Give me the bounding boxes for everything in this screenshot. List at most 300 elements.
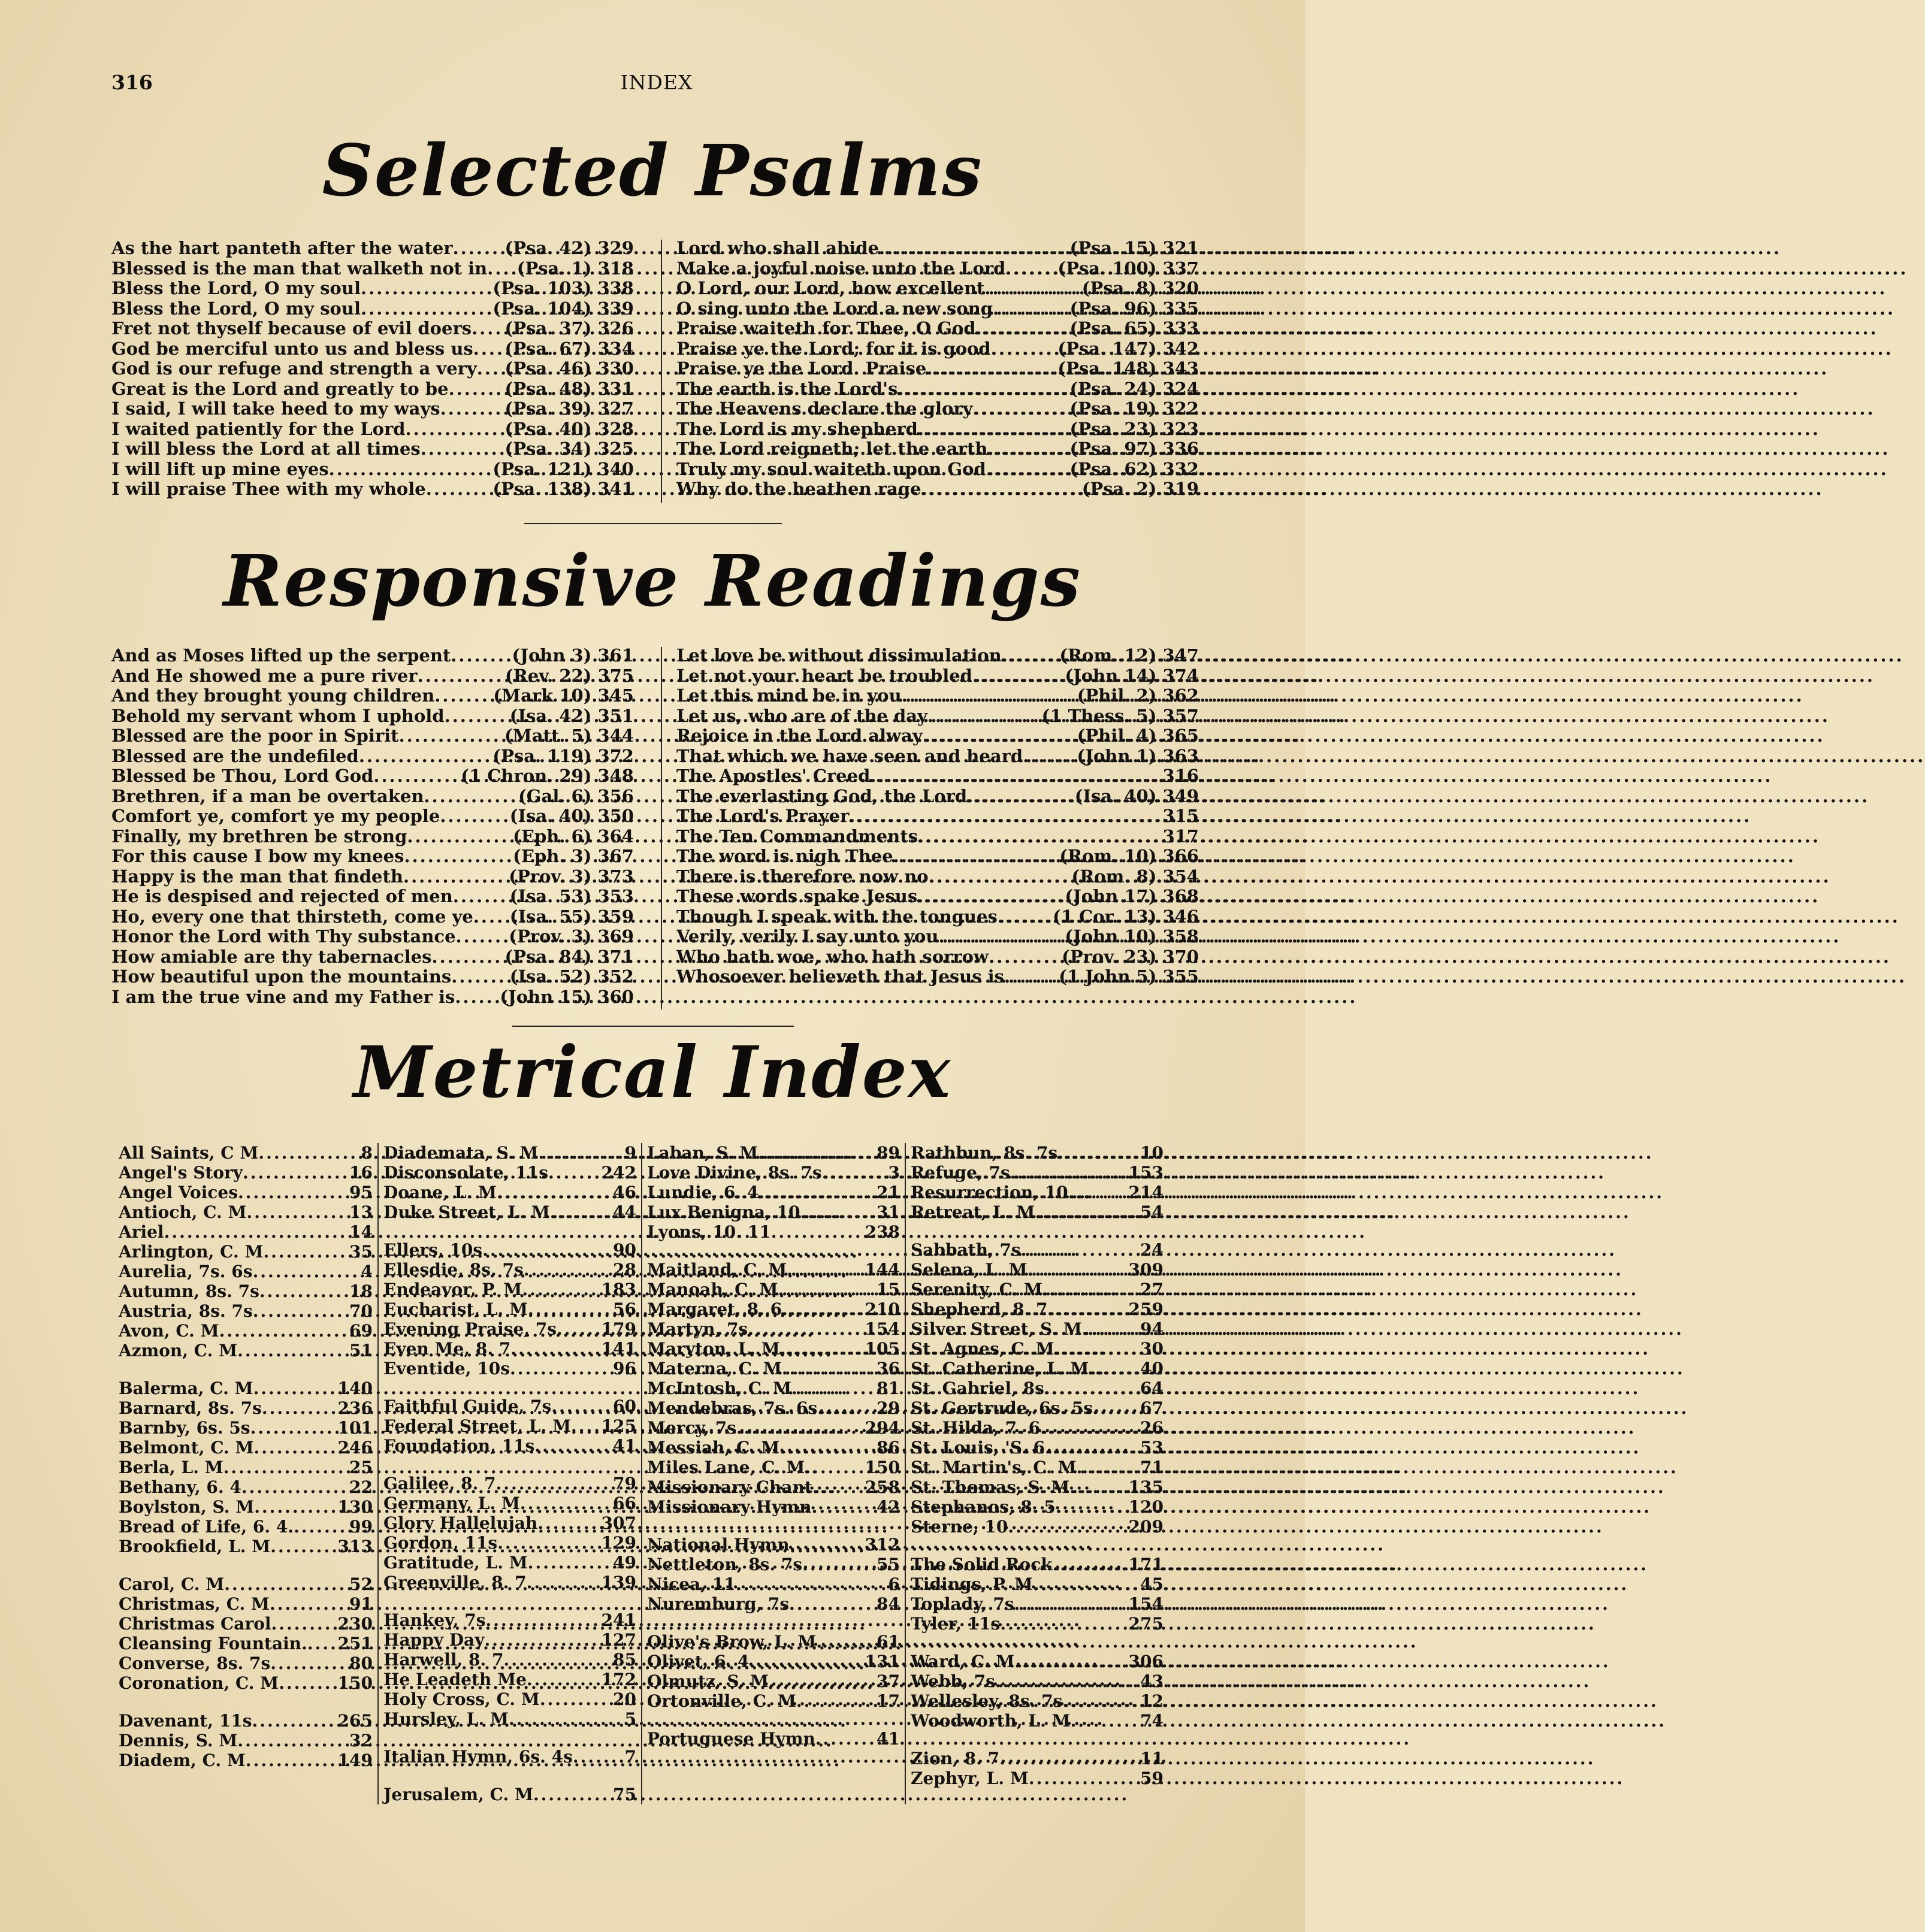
tune-name: Mendebras, 7s. 6s: [647, 1398, 818, 1418]
tune-entry: [383, 1240, 636, 1260]
entry-number: 362: [1162, 685, 1199, 706]
readings-list: [111, 646, 1199, 1007]
entry-title: The Lord reigneth; let the earth: [676, 439, 988, 459]
index-entry: [111, 299, 634, 319]
tune-entry: [383, 1299, 636, 1319]
entry-title: And He showed me a pure river: [111, 665, 418, 686]
dot-leader: [164, 1222, 340, 1242]
entry-reference: (Mark 10): [493, 685, 592, 706]
tune-number: 55: [877, 1555, 900, 1574]
entry-title: Truly my soul waiteth upon God: [676, 458, 986, 479]
tune-name: Angel's Story: [119, 1163, 243, 1183]
dot-leader: [238, 1183, 340, 1202]
tune-name: Holy Cross, C. M: [383, 1689, 540, 1709]
tune-entry: [911, 1299, 1164, 1319]
dot-leader: [432, 947, 501, 967]
dot-leader: [991, 339, 1054, 359]
dot-leader: [307, 1634, 334, 1653]
tune-entry: [647, 1398, 900, 1418]
tune-name: Missionary Chant: [647, 1477, 812, 1497]
entry-number: 357: [1162, 705, 1199, 726]
dot-leader: [453, 887, 506, 907]
entry-number: 320: [1162, 278, 1199, 298]
dot-leader: [1028, 1260, 1125, 1280]
tune-number: 75: [613, 1785, 636, 1804]
tune-number: 46: [613, 1183, 636, 1202]
tune-entry: [911, 1418, 1164, 1438]
entry-title: Praise ye the Lord; for it is good: [676, 338, 991, 359]
tune-name: Converse, 8s. 7s: [119, 1653, 271, 1673]
tune-number: 149: [337, 1750, 373, 1770]
tune-entry: [119, 1673, 373, 1693]
dot-leader: [361, 299, 489, 319]
tune-entry: [647, 1378, 900, 1398]
tune-number: 10: [1140, 1143, 1164, 1163]
tune-number: 18: [349, 1281, 373, 1301]
dot-leader: [426, 479, 489, 500]
entry-number: 374: [1162, 665, 1199, 686]
dot-leader: [779, 1438, 868, 1458]
tune-entry: [911, 1280, 1164, 1299]
entry-title: That which we have seen and heard: [676, 745, 1023, 766]
tune-entry: [119, 1262, 373, 1281]
group-gap: [911, 1537, 1164, 1555]
tune-entry: [911, 1260, 1164, 1280]
tune-name: Messiah, C. M: [647, 1438, 780, 1458]
tune-number: 131: [865, 1652, 900, 1671]
entry-title: I waited patiently for the Lord: [111, 418, 406, 439]
tune-name: Zion, 8. 7: [911, 1749, 1000, 1768]
metrical-index-title: Metrical Index: [353, 1030, 952, 1114]
entry-reference: (Isa. 40): [1074, 785, 1157, 806]
tune-name: Wellesley, 8s. 7s: [911, 1691, 1063, 1711]
dot-leader: [224, 1574, 340, 1594]
group-gap: [383, 1767, 636, 1785]
tune-entry: [647, 1574, 900, 1594]
entry-title: The everlasting God, the Lord: [676, 785, 968, 806]
entry-title: Make a joyful noise unto the Lord: [676, 258, 1006, 279]
tune-name: Aurelia, 7s. 6s: [119, 1262, 253, 1281]
index-entry: [676, 399, 1199, 419]
entry-number: 322: [1162, 398, 1199, 419]
entry-reference: (Psa. 148): [1057, 358, 1157, 379]
dot-leader: [573, 1747, 604, 1767]
entry-reference: (Psa. 104): [492, 298, 592, 319]
group-gap: [647, 1711, 900, 1729]
tune-name: Dennis, S. M: [119, 1731, 238, 1750]
tune-number: 67: [1140, 1398, 1164, 1418]
tune-name: Missionary Hymn: [647, 1497, 812, 1517]
tune-number: 120: [1128, 1497, 1164, 1517]
entry-number: 325: [597, 439, 634, 459]
tune-entry: [911, 1378, 1164, 1398]
tune-entry: [119, 1458, 373, 1477]
tune-entry: [911, 1671, 1164, 1691]
tune-number: 4: [361, 1262, 373, 1281]
dot-leader: [1071, 1711, 1131, 1731]
entry-number: 351: [597, 705, 634, 726]
dot-leader: [254, 1438, 334, 1458]
entry-reference: (Psa. 34): [504, 439, 592, 459]
dot-leader: [748, 1319, 861, 1339]
tune-number: 89: [877, 1143, 900, 1163]
dot-leader: [926, 359, 1054, 379]
tune-number: 37: [877, 1671, 900, 1691]
index-entry: [111, 439, 634, 459]
index-entry: [676, 359, 1199, 379]
tune-entry: [119, 1378, 373, 1398]
index-entry: [111, 967, 634, 987]
tune-entry: [647, 1183, 900, 1202]
tune-name: Eventide, 10s: [383, 1359, 510, 1378]
tune-entry: [383, 1260, 636, 1280]
tune-number: 179: [601, 1319, 636, 1339]
dot-leader: [780, 1339, 862, 1359]
tune-number: 11: [1140, 1749, 1164, 1768]
dot-leader: [510, 1339, 597, 1359]
tune-name: Duke Street, L. M: [383, 1202, 550, 1222]
tune-name: Autumn, 8s. 7s: [119, 1281, 259, 1301]
index-entry: [111, 947, 634, 967]
tune-entry: [647, 1339, 900, 1359]
entry-reference: (1 John 5): [1059, 966, 1157, 987]
tune-entry: [647, 1359, 900, 1378]
tune-number: 49: [613, 1553, 636, 1573]
tune-entry: [911, 1594, 1164, 1614]
tune-name: Avon, C. M: [119, 1321, 219, 1341]
tune-entry: [383, 1280, 636, 1299]
dot-leader: [455, 987, 496, 1008]
index-entry: [676, 967, 1199, 987]
tune-name: Martyn, 7s: [647, 1319, 748, 1339]
tune-name: St. Gabriel, 8s: [911, 1378, 1044, 1398]
entry-title: Blessed be Thou, Lord God: [111, 766, 374, 786]
tune-number: 30: [1140, 1339, 1164, 1359]
index-entry: [111, 238, 634, 259]
metrical-index-list: [114, 1143, 1201, 1804]
tune-entry: [119, 1537, 373, 1556]
entry-title: I will bless the Lord at all times: [111, 439, 421, 459]
dot-leader: [805, 1458, 861, 1477]
entry-title: The Lord's Prayer: [676, 806, 850, 826]
entry-number: 359: [597, 906, 634, 927]
entry-title: Praise ye the Lord. Praise: [676, 358, 927, 379]
tune-entry: [911, 1477, 1164, 1497]
tune-name: Galilee, 8. 7: [383, 1474, 496, 1493]
dot-leader: [472, 319, 501, 339]
tune-name: Evening Praise, 7s: [383, 1319, 557, 1339]
index-entry: [676, 766, 1199, 787]
tune-name: Brookfield, L. M: [119, 1537, 271, 1556]
index-entry: [676, 686, 1199, 706]
entry-reference: (Psa. 100): [1057, 258, 1157, 279]
tune-entry: [911, 1614, 1164, 1634]
tune-name: St. Louis, 'S. 6: [911, 1438, 1045, 1458]
dot-leader: [921, 479, 1078, 500]
tune-number: 61: [877, 1632, 900, 1652]
tune-number: 66: [613, 1493, 636, 1513]
psalms-column-divider: [661, 240, 662, 503]
tune-name: Ariel: [119, 1222, 164, 1242]
dot-leader: [995, 1671, 1131, 1691]
index-entry: [676, 479, 1199, 500]
tune-entry: [647, 1671, 900, 1691]
tune-name: Diademata, S. M: [383, 1143, 539, 1163]
tune-name: Belmont, C. M: [119, 1438, 254, 1458]
entry-reference: (Psa. 39): [504, 398, 592, 419]
tune-number: 42: [877, 1497, 900, 1517]
tune-name: Zephyr, L. M: [911, 1768, 1029, 1788]
psalms-right-column: [676, 238, 1199, 500]
tune-number: 79: [613, 1474, 636, 1493]
psalms-list: [111, 238, 1199, 500]
tune-name: Christmas Carol: [119, 1614, 271, 1634]
tune-name: Maryton, L. M: [647, 1339, 780, 1359]
entry-number: 336: [1162, 439, 1199, 459]
tune-name: Sterne, 10: [911, 1517, 1008, 1537]
dot-leader: [259, 1281, 340, 1301]
tune-number: 53: [1140, 1438, 1164, 1458]
dot-leader: [812, 1477, 862, 1497]
tune-number: 9: [624, 1143, 636, 1163]
entry-title: Blessed is the man that walketh not in: [111, 258, 488, 279]
dot-leader: [449, 379, 501, 400]
dot-leader: [989, 947, 1058, 967]
tune-entry: [911, 1497, 1164, 1517]
dot-leader: [329, 459, 489, 480]
tune-entry: [647, 1555, 900, 1574]
index-entry: [676, 927, 1199, 947]
tune-name: Hankey, 7s: [383, 1610, 486, 1630]
dot-leader: [993, 299, 1066, 319]
entry-title: O sing unto the Lord a new song: [676, 298, 993, 319]
dot-leader: [247, 1202, 340, 1222]
dot-leader: [1014, 1652, 1125, 1671]
entry-reference: (Psa. 46): [504, 358, 592, 379]
entry-reference: (Prov. 3): [509, 926, 592, 947]
entry-number: 342: [1162, 338, 1199, 359]
dot-leader: [528, 1553, 604, 1573]
tune-name: Azmon, C. M: [119, 1341, 238, 1360]
entry-title: Blessed are the undefiled: [111, 745, 359, 766]
dot-leader: [524, 1260, 604, 1280]
entry-number: 353: [597, 886, 634, 906]
dot-leader: [1010, 1163, 1125, 1183]
entry-title: I said, I will take heed to my ways: [111, 398, 440, 419]
tune-name: Resurrection, 10: [911, 1183, 1068, 1202]
tune-entry: [383, 1630, 636, 1650]
entry-title: The earth is the Lord's: [676, 378, 898, 399]
tune-name: Olivet, 6. 4: [647, 1652, 750, 1671]
entry-reference: (1 Cor. 13): [1053, 906, 1157, 927]
tune-name: Diadem, C. M: [119, 1750, 246, 1770]
tune-name: St. Agnes, C. M: [911, 1339, 1054, 1359]
tune-number: 94: [1140, 1319, 1164, 1339]
dot-leader: [938, 927, 1061, 947]
tune-entry: [383, 1573, 636, 1592]
index-entry: [676, 379, 1199, 400]
tune-number: 25: [349, 1458, 373, 1477]
tune-name: Eucharist, L. M: [383, 1299, 528, 1319]
dot-leader: [758, 1143, 868, 1163]
tune-name: Davenant, 11s: [119, 1711, 252, 1731]
index-entry: [111, 827, 634, 847]
tune-number: 29: [877, 1398, 900, 1418]
dot-leader: [522, 1280, 597, 1299]
tune-name: Disconsolate, 11s: [383, 1163, 548, 1183]
entry-number: 358: [1162, 926, 1199, 947]
dot-leader: [817, 1398, 868, 1418]
entry-reference: (Psa. 8): [1081, 278, 1157, 298]
entry-title: Why do the heathen rage: [676, 479, 921, 499]
entry-title: Praise waiteth for Thee, O God: [676, 318, 976, 338]
tune-entry: [383, 1436, 636, 1456]
dot-leader: [451, 646, 508, 666]
entry-title: Though I speak with the tongues: [676, 906, 998, 927]
dot-leader: [1069, 1477, 1125, 1497]
entry-number: 369: [597, 926, 634, 947]
entry-title: For this cause I bow my knees: [111, 846, 404, 866]
dot-leader: [736, 1574, 868, 1594]
tune-number: 101: [337, 1418, 373, 1438]
dot-leader: [1047, 1299, 1125, 1319]
dot-leader: [482, 1240, 604, 1260]
dot-leader: [270, 1537, 334, 1556]
dot-leader: [782, 1359, 868, 1378]
entry-title: He is despised and rejected of men: [111, 886, 453, 906]
tune-number: 150: [865, 1458, 900, 1477]
tune-entry: [119, 1398, 373, 1418]
dot-leader: [986, 459, 1066, 480]
tune-name: Antioch, C. M: [119, 1202, 247, 1222]
entry-reference: (Psa. 24): [1069, 378, 1157, 399]
entry-title: I will praise Thee with my whole: [111, 479, 426, 499]
dot-leader: [976, 319, 1066, 339]
dot-leader: [1068, 1183, 1125, 1202]
dot-leader: [497, 1183, 604, 1202]
tune-entry: [911, 1163, 1164, 1183]
entry-title: Let us, who are of the day: [676, 705, 927, 726]
tune-number: 80: [349, 1653, 373, 1673]
dot-leader: [473, 907, 506, 927]
tune-entry: [911, 1555, 1164, 1574]
dot-leader: [497, 1533, 597, 1553]
tune-entry: [911, 1438, 1164, 1458]
tune-name: Tyler, 11s: [911, 1614, 1001, 1634]
tune-name: Christmas, C. M: [119, 1594, 270, 1614]
entry-number: 364: [597, 826, 634, 846]
entry-title: O Lord, our Lord, how excellent: [676, 278, 985, 298]
tune-number: 15: [877, 1280, 900, 1299]
tune-name: Manoah, C. M: [647, 1280, 778, 1299]
entry-reference: (Isa. 42): [509, 705, 592, 726]
tune-number: 64: [1140, 1378, 1164, 1398]
dot-leader: [923, 726, 1074, 746]
dot-leader: [551, 1396, 604, 1416]
dot-leader: [879, 238, 1066, 259]
dot-leader: [1023, 746, 1073, 767]
tune-name: Miles Lane, C. M: [647, 1458, 805, 1477]
entry-reference: (1 Thess. 5): [1041, 705, 1157, 726]
entry-number: 337: [1162, 258, 1199, 279]
entry-number: 341: [597, 479, 634, 499]
tune-entry: [911, 1359, 1164, 1378]
tune-number: 144: [865, 1260, 900, 1280]
index-entry: [111, 259, 634, 279]
tune-number: 41: [613, 1436, 636, 1456]
tune-name: Ellesdie, 8s. 7s: [383, 1260, 524, 1280]
entry-reference: (John 15): [500, 986, 592, 1007]
index-entry: [111, 419, 634, 440]
tune-entry: [383, 1689, 636, 1709]
index-entry: [676, 238, 1199, 259]
dot-leader: [1005, 259, 1054, 279]
tune-number: 258: [865, 1477, 900, 1497]
entry-title: Comfort ye, comfort ye my people: [111, 806, 440, 826]
tune-number: 309: [1128, 1260, 1164, 1280]
entry-number: 318: [597, 258, 634, 279]
group-gap: [119, 1693, 373, 1711]
tune-name: Balerma, C. M: [119, 1378, 253, 1398]
group-gap: [647, 1517, 900, 1535]
tune-number: 246: [337, 1438, 373, 1458]
entry-number: 323: [1162, 418, 1199, 439]
tune-name: Endeavor, P. M: [383, 1280, 522, 1299]
tune-name: Nicea, 11: [647, 1574, 736, 1594]
index-entry: [676, 907, 1199, 927]
dot-leader: [250, 1418, 334, 1438]
entry-title: There is therefore now no: [676, 866, 929, 887]
entry-title: The Ten Commandments: [676, 826, 918, 846]
dot-leader: [271, 1614, 334, 1634]
index-entry: [111, 766, 634, 787]
entry-reference: (John 14): [1065, 665, 1157, 686]
group-gap: [383, 1222, 636, 1240]
dot-leader: [1040, 1418, 1131, 1438]
tune-entry: [119, 1418, 373, 1438]
dot-leader: [1045, 1438, 1131, 1458]
group-gap: [383, 1378, 636, 1396]
entry-reference: (Psa. 96): [1069, 298, 1157, 319]
tune-entry: [119, 1341, 373, 1360]
dot-leader: [477, 359, 501, 379]
entry-number: 360: [597, 986, 634, 1007]
tune-name: Austria, 8s. 7s: [119, 1301, 253, 1321]
dot-leader: [972, 399, 1066, 419]
dot-leader: [1021, 1240, 1131, 1260]
tune-entry: [383, 1610, 636, 1630]
dot-leader: [815, 1729, 868, 1749]
tune-name: Ellers, 10s: [383, 1240, 483, 1260]
tune-number: 44: [613, 1202, 636, 1222]
group-gap: [383, 1729, 636, 1747]
tune-entry: [383, 1474, 636, 1493]
tune-name: All Saints, C M: [119, 1143, 259, 1163]
dot-leader: [802, 1555, 868, 1574]
dot-leader: [849, 806, 1153, 827]
tune-entry: [647, 1163, 900, 1183]
tune-number: 172: [601, 1670, 636, 1689]
entry-title: Behold my servant whom I uphold: [111, 705, 445, 726]
tune-name: Retreat, L. M: [911, 1202, 1035, 1222]
dot-leader: [253, 1262, 340, 1281]
entry-reference: (Psa. 23): [1069, 418, 1157, 439]
tune-number: 12: [1140, 1691, 1164, 1711]
tune-name: Germany, L. M: [383, 1493, 520, 1513]
tune-entry: [119, 1301, 373, 1321]
entry-number: 332: [1162, 458, 1199, 479]
tune-name: Boylston, S. M: [119, 1497, 255, 1517]
